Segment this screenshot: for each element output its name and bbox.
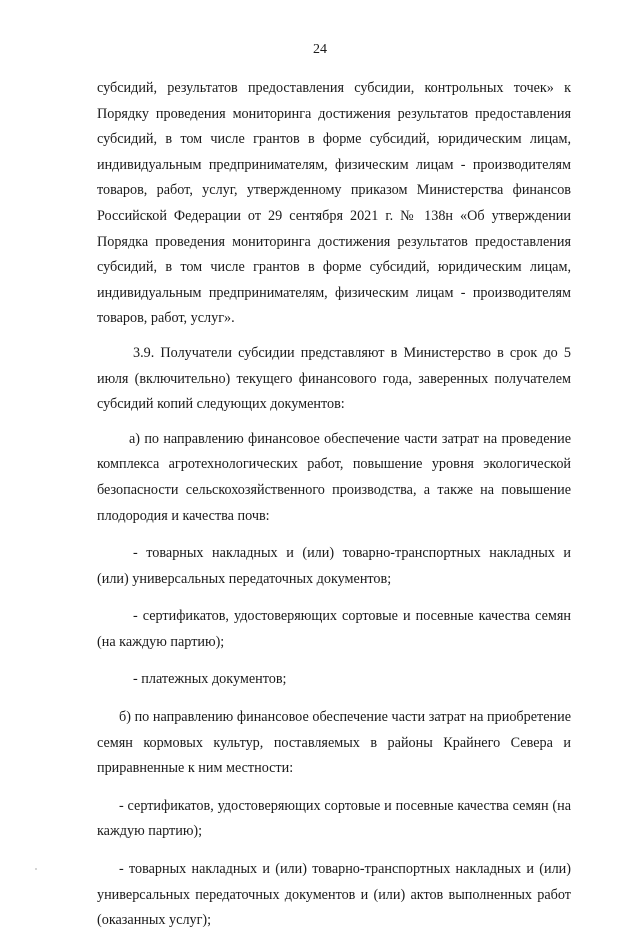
paragraph-continuation: субсидий, результатов предоставления субсидии, контрольных точек» к Порядку проведения мониторинга достижения результатов предоставления субсидий, в том числе грантов в форме субсидий, юридическим лицам, индивидуальным предпринимателям, физическим лицам - производителям товаров, работ, услуг, утвержденному приказом Министерства финансов Российской Федерации от 29 сентября 2021 г. № 138н «Об утверждении Порядка проведения мониторинга достижения результатов предоставления субсидий, в том числе грантов в форме субсидий, юридическим лицам, индивидуальным предпринимателям, физическим лицам - производителям товаров, работ, услуг».: [97, 80, 571, 327]
list-item-b-2: - товарных накладных и (или) товарно-транспортных накладных и (или) универсальных передаточных документов и (или) актов выполненных работ (оказанных услуг);: [97, 861, 571, 929]
paragraph-section-3-9: 3.9. Получатели субсидии представляют в Министерство в срок до 5 июля (включительно) текущего финансового года, заверенных получателем субсидий копий следующих документов:: [97, 344, 571, 413]
list-item-a-3: - платежных документов;: [133, 671, 287, 688]
paragraph-item-a: а) по направлению финансовое обеспечение части затрат на проведение комплекса агротехнологических работ, повышение уровня экологической безопасности сельскохозяйственного производства, а также на повышение плодородия и качества почв:: [97, 430, 571, 524]
document-body: [97, 76, 571, 934]
list-item-a-1: - товарных накладных и (или) товарно-транспортных накладных и (или) универсальных передаточных документов;: [97, 545, 571, 587]
scan-speck: [35, 868, 37, 870]
list-item-a-2: - сертификатов, удостоверяющих сортовые и посевные качества семян (на каждую партию);: [97, 608, 571, 650]
page-number: 24: [313, 42, 327, 57]
paragraph-item-b: б) по направлению финансовое обеспечение части затрат на приобретение семян кормовых культур, поставляемых в районы Крайнего Севера и приравненные к ним местности:: [97, 709, 571, 777]
list-item-b-1: - сертификатов, удостоверяющих сортовые и посевные качества семян (на каждую партию);: [97, 797, 571, 840]
